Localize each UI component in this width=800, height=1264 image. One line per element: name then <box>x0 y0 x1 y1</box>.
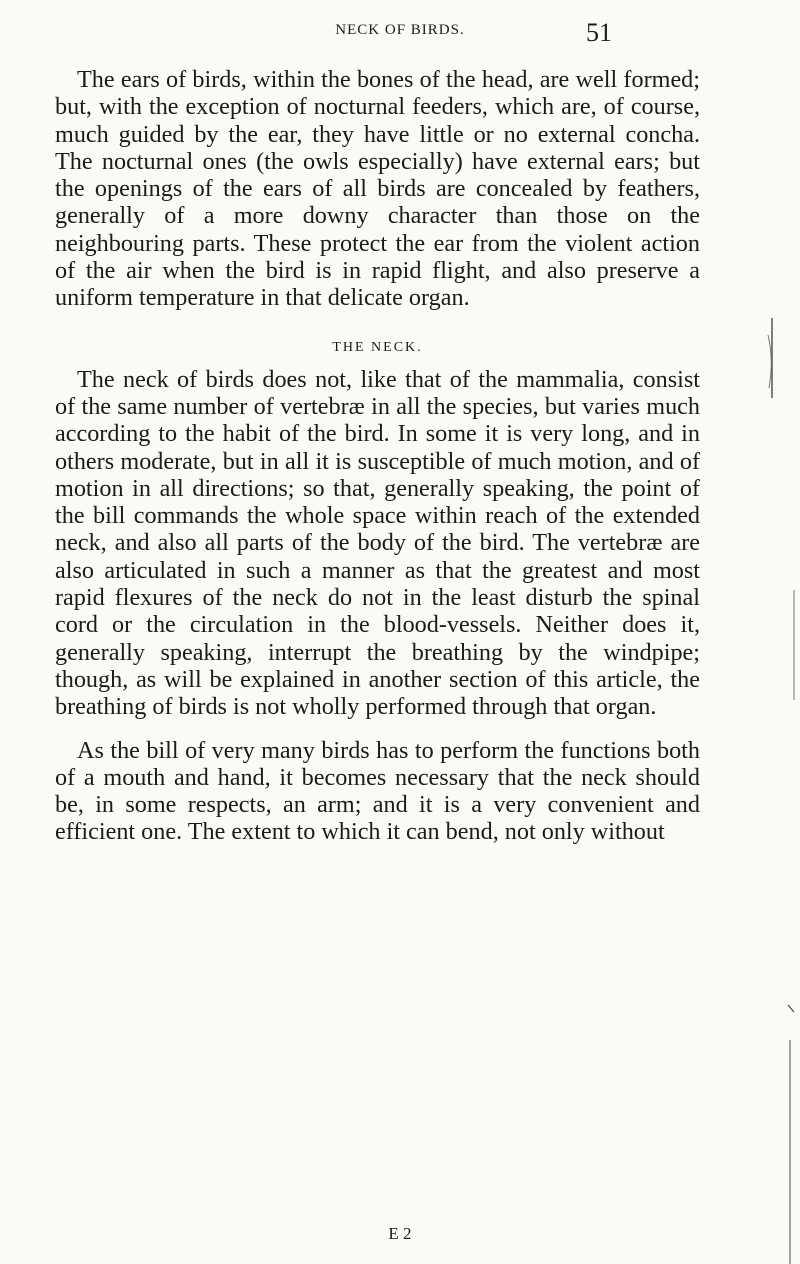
running-head: NECK OF BIRDS. <box>335 22 465 38</box>
section-heading-neck: THE NECK. <box>332 339 423 355</box>
page-number: 51 <box>586 18 612 47</box>
page-edge-marks <box>750 0 800 1264</box>
edge-mark <box>768 335 771 388</box>
paragraph-gap <box>55 721 700 737</box>
edge-mark <box>788 1005 794 1012</box>
page-header <box>0 18 800 48</box>
paragraph-bill: As the bill of very many birds has to perform the functions both of a mouth and hand, it becomes necessary that the neck should be, in some respects, an arm; and it is a very convenient and efficient one. The extent to which it can bend, not only without <box>55 736 700 846</box>
paragraph-ears: The ears of birds, within the bones of the head, are well formed; but, with the exception of nocturnal feeders, which are, of course, much guided by the ear, they have little or no external concha. The nocturnal ones (the owls especially) have external ears; but the openings of the ears of all birds are concealed by feathers, generally of a more downy character than those on the neighbouring parts. These protect the ear from the violent action of the air when the bird is in rapid flight, and also preserve a uniform temperature in that delicate organ. <box>55 66 700 312</box>
paragraph-neck: The neck of birds does not, like that of the mammalia, consist of the same number of vertebræ in all the species, but varies much according to the habit of the bird. In some it is very long, and in others moderate, but in all it is susceptible of much motion, and of motion in all directions; so that, generally speaking, the point of the bill commands the whole space within reach of the extended neck, and also all parts of the body of the bird. The vertebræ are also articulated in such a manner as that the greatest and most rapid flexures of the neck do not in the least disturb the spinal cord or the circulation in the blood-vessels. Neither does it, generally speaking, interrupt the breathing by the windpipe; though, as will be explained in another section of this article, the breathing of birds is not wholly performed through that organ. <box>55 365 700 721</box>
page-body <box>55 66 700 846</box>
signature-mark: E 2 <box>388 1224 412 1243</box>
